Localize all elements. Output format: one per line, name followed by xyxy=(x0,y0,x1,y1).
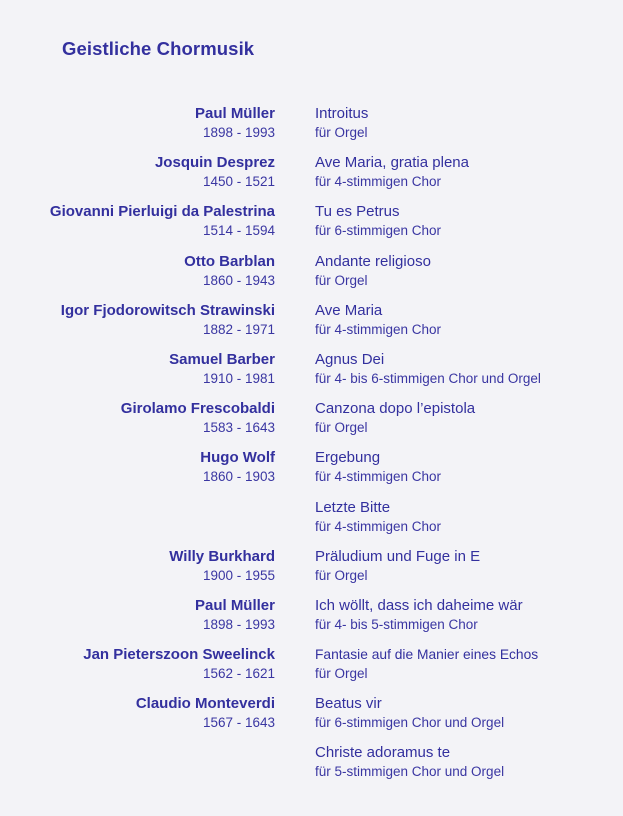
program-entry xyxy=(0,252,623,301)
program-list xyxy=(0,104,623,793)
composer-dates: 1567 - 1643 xyxy=(202,715,275,731)
work-title: Beatus vir xyxy=(315,695,382,713)
work-title: Introitus xyxy=(315,105,369,122)
program-entry xyxy=(0,202,623,251)
work xyxy=(315,448,441,485)
work-title: Tu es Petrus xyxy=(315,203,400,221)
work xyxy=(315,399,475,436)
composer xyxy=(155,153,275,190)
composer-name: Willy Burkhard xyxy=(169,547,275,565)
work-title: Fantasie auf die Manier eines Echos xyxy=(315,647,539,663)
work xyxy=(315,547,480,584)
composer-dates: 1514 - 1594 xyxy=(202,223,275,239)
work-scoring: für Orgel xyxy=(315,567,368,583)
work xyxy=(315,645,538,682)
work-title: Ave Maria, gratia plena xyxy=(315,154,469,172)
composer-dates: 1860 - 1943 xyxy=(202,272,275,288)
work-scoring: für 4-stimmigen Chor xyxy=(315,174,442,190)
work-title: Christe adoramus te xyxy=(315,744,451,762)
work xyxy=(315,694,504,731)
work-scoring: für Orgel xyxy=(315,125,368,140)
program-entry xyxy=(0,547,623,596)
composer-name: Otto Barblan xyxy=(184,252,275,270)
work-title: Agnus Dei xyxy=(315,350,385,368)
program-entry xyxy=(0,498,623,547)
composer xyxy=(136,694,275,731)
program-entry xyxy=(0,596,623,645)
program-entry xyxy=(0,645,623,694)
composer-dates: 1898 - 1993 xyxy=(202,616,275,632)
composer xyxy=(83,645,275,682)
composer-name: Girolamo Frescobaldi xyxy=(120,400,275,418)
program-entry xyxy=(0,350,623,399)
work-title: Andante religioso xyxy=(315,252,431,270)
work-title: Ich wöllt, dass ich daheime wär xyxy=(315,596,523,614)
composer xyxy=(50,202,275,239)
work-scoring: für 6-stimmigen Chor und Orgel xyxy=(315,715,505,731)
work xyxy=(315,498,441,535)
composer xyxy=(195,596,275,633)
composer-name: Giovanni Pierluigi da Palestrina xyxy=(49,203,275,221)
work-scoring: für Orgel xyxy=(315,272,368,288)
composer xyxy=(195,104,275,141)
work xyxy=(315,350,541,387)
work-scoring: für 6-stimmigen Chor xyxy=(315,223,442,239)
program-entry xyxy=(0,301,623,350)
work-scoring: für Orgel xyxy=(315,666,368,682)
composer-dates: 1860 - 1903 xyxy=(202,469,275,485)
work xyxy=(315,153,469,190)
work-scoring: für 4- bis 5-stimmigen Chor xyxy=(315,616,478,632)
work xyxy=(315,301,441,338)
program-entry xyxy=(0,743,623,792)
composer-name: Jan Pieterszoon Sweelinck xyxy=(83,646,275,664)
composer-dates: 1882 - 1971 xyxy=(202,321,275,337)
work-title: Letzte Bitte xyxy=(315,498,391,516)
composer xyxy=(184,252,275,289)
program-entry xyxy=(0,448,623,497)
work-title: Präludium und Fuge in E xyxy=(315,547,481,565)
composer xyxy=(121,399,275,436)
composer-dates: 1900 - 1955 xyxy=(202,567,275,583)
work-scoring: für 4- bis 6-stimmigen Chor und Orgel xyxy=(315,370,541,386)
work-scoring: für 4-stimmigen Chor xyxy=(315,321,442,337)
work-scoring: für 4-stimmigen Chor xyxy=(315,518,442,534)
work-scoring: für 5-stimmigen Chor und Orgel xyxy=(315,764,505,780)
composer xyxy=(200,448,275,485)
work xyxy=(315,596,523,633)
page-title: Geistliche Chormusik xyxy=(62,38,255,59)
work xyxy=(315,252,431,289)
composer-name: Igor Fjodorowitsch Strawinski xyxy=(60,301,275,319)
composer xyxy=(169,547,275,584)
composer-dates: 1450 - 1521 xyxy=(202,174,275,190)
work xyxy=(315,104,368,141)
work-title: Ergebung xyxy=(315,449,381,467)
composer-name: Samuel Barber xyxy=(169,350,275,368)
work-scoring: für 4-stimmigen Chor xyxy=(315,469,442,485)
work-title: Ave Maria xyxy=(315,301,383,319)
composer-dates: 1562 - 1621 xyxy=(202,666,275,682)
work xyxy=(315,202,441,239)
work-scoring: für Orgel xyxy=(315,420,368,436)
composer-name: Josquin Desprez xyxy=(154,154,275,172)
work-title: Canzona dopo l’epistola xyxy=(315,400,476,418)
composer-dates: 1583 - 1643 xyxy=(202,420,275,436)
program-entry xyxy=(0,694,623,743)
composer-name: Hugo Wolf xyxy=(200,449,275,467)
composer xyxy=(169,350,275,387)
composer-dates: 1898 - 1993 xyxy=(202,125,275,140)
composer-dates: 1910 - 1981 xyxy=(202,370,275,386)
program-entry xyxy=(0,399,623,448)
work xyxy=(315,743,504,780)
program-entry xyxy=(0,153,623,202)
composer-name: Claudio Monteverdi xyxy=(135,695,275,713)
composer xyxy=(61,301,275,338)
program-entry xyxy=(0,104,623,153)
composer-name: Paul Müller xyxy=(194,105,275,122)
composer-name: Paul Müller xyxy=(194,596,275,614)
